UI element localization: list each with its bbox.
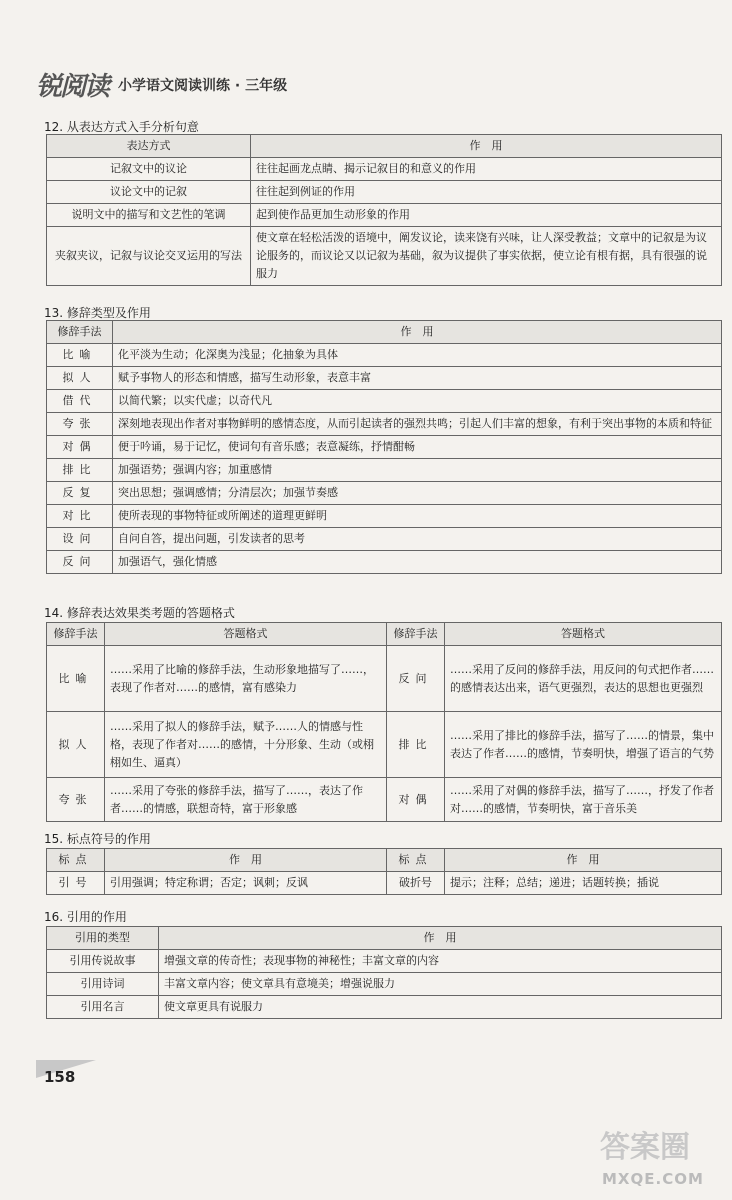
- section-13-title: 13. 修辞类型及作用: [44, 306, 151, 320]
- table-header-row: [47, 135, 722, 158]
- table-header-row: [47, 623, 722, 646]
- figure-cell: 排比: [47, 459, 113, 482]
- effect-cell: 起到使作品更加生动形象的作用: [251, 204, 722, 227]
- table-row: [47, 950, 722, 973]
- effect-cell: 引用强调；特定称谓；否定；讽刺；反讽: [105, 872, 387, 895]
- table-header-row: [47, 927, 722, 950]
- figure-cell: 对比: [47, 505, 113, 528]
- table-row: [47, 778, 722, 822]
- table-row: [47, 712, 722, 778]
- effect-cell: 使所表现的事物特征或所阐述的道理更鲜明: [113, 505, 722, 528]
- section-14-title: 14. 修辞表达效果类考题的答题格式: [44, 606, 235, 620]
- table-row: [47, 528, 722, 551]
- table-row: [47, 367, 722, 390]
- column-header: 表达方式: [47, 135, 251, 158]
- punctuation-table: [46, 848, 722, 895]
- column-header: 修辞手法: [387, 623, 445, 646]
- table-row: [47, 996, 722, 1019]
- column-header: 作 用: [251, 135, 722, 158]
- column-header: 作 用: [105, 849, 387, 872]
- method-cell: 说明文中的描写和文艺性的笔调: [47, 204, 251, 227]
- table-row: [47, 482, 722, 505]
- column-header: 标点: [387, 849, 445, 872]
- method-cell: 夹叙夹议，记叙与议论交叉运用的写法: [47, 227, 251, 286]
- answer-format-table: [46, 622, 722, 822]
- figure-cell: 拟人: [47, 367, 113, 390]
- section-16-title: 16. 引用的作用: [44, 910, 127, 924]
- effect-cell: 提示；注释；总结；递进；话题转换；插说: [445, 872, 722, 895]
- book-logo: 锐阅读: [36, 72, 109, 102]
- figure-cell: 对偶: [47, 436, 113, 459]
- effect-cell: 以简代繁；以实代虚；以奇代凡: [113, 390, 722, 413]
- column-header: 作 用: [113, 321, 722, 344]
- table-header-row: [47, 849, 722, 872]
- figure-cell: 夸张: [47, 778, 105, 822]
- effect-cell: 深刻地表现出作者对事物鲜明的感情态度，从而引起读者的强烈共鸣；引起人们丰富的想象，有利于突出事物的本质和特征: [113, 413, 722, 436]
- book-subtitle: 小学语文阅读训练 · 三年级: [118, 78, 288, 94]
- column-header: 标点: [47, 849, 105, 872]
- effect-cell: 使文章更具有说服力: [159, 996, 722, 1019]
- section-15-title: 15. 标点符号的作用: [44, 832, 151, 846]
- effect-cell: 赋予事物人的形态和情感，描写生动形象，表意丰富: [113, 367, 722, 390]
- column-header: 修辞手法: [47, 623, 105, 646]
- effect-cell: 丰富文章内容；使文章具有意境美；增强说服力: [159, 973, 722, 996]
- figure-cell: 反问: [387, 646, 445, 712]
- figure-cell: 设问: [47, 528, 113, 551]
- column-header: 答题格式: [105, 623, 387, 646]
- effect-cell: 突出思想；强调感情；分清层次；加强节奏感: [113, 482, 722, 505]
- format-cell: ……采用了比喻的修辞手法，生动形象地描写了……，表现了作者对……的感情，富有感染力: [105, 646, 387, 712]
- table-row: [47, 436, 722, 459]
- table-row: [47, 344, 722, 367]
- table-row: [47, 227, 722, 286]
- watermark-url: MXQE.COM: [602, 1170, 704, 1188]
- table-row: [47, 181, 722, 204]
- rhetoric-table: [46, 320, 722, 574]
- table-row: [47, 158, 722, 181]
- format-cell: ……采用了反问的修辞手法，用反问的句式把作者……的感情表达出来，语气更强烈，表达的思想也更强烈: [445, 646, 722, 712]
- table-row: [47, 646, 722, 712]
- effect-cell: 化平淡为生动；化深奥为浅显；化抽象为具体: [113, 344, 722, 367]
- table-row: [47, 505, 722, 528]
- table-header-row: [47, 321, 722, 344]
- type-cell: 引用诗词: [47, 973, 159, 996]
- figure-cell: 比喻: [47, 646, 105, 712]
- watermark-logo: 答案圈: [600, 1130, 690, 1165]
- effect-cell: 增强文章的传奇性；表现事物的神秘性；丰富文章的内容: [159, 950, 722, 973]
- table-row: [47, 413, 722, 436]
- quotation-table: [46, 926, 722, 1019]
- table-row: [47, 204, 722, 227]
- method-cell: 议论文中的记叙: [47, 181, 251, 204]
- page-number: 158: [44, 1068, 76, 1086]
- expression-table: [46, 134, 722, 286]
- table-row: [47, 973, 722, 996]
- type-cell: 引用名言: [47, 996, 159, 1019]
- column-header: 修辞手法: [47, 321, 113, 344]
- effect-cell: 使文章在轻松活泼的语境中，阐发议论，读来饶有兴味，让人深受教益；文章中的记叙是为议论服务的，而议论又以记叙为基础，叙为议提供了事实依据，使立论有根有据，具有很强的说服力: [251, 227, 722, 286]
- figure-cell: 夸张: [47, 413, 113, 436]
- table-row: [47, 551, 722, 574]
- figure-cell: 借代: [47, 390, 113, 413]
- effect-cell: 加强语气，强化情感: [113, 551, 722, 574]
- figure-cell: 比喻: [47, 344, 113, 367]
- mark-cell: 引号: [47, 872, 105, 895]
- format-cell: ……采用了排比的修辞手法，描写了……的情景，集中表达了作者……的感情，节奏明快，增强了语言的气势: [445, 712, 722, 778]
- column-header: 引用的类型: [47, 927, 159, 950]
- column-header: 作 用: [159, 927, 722, 950]
- effect-cell: 往往起画龙点睛、揭示记叙目的和意义的作用: [251, 158, 722, 181]
- format-cell: ……采用了对偶的修辞手法，描写了……，抒发了作者对……的感情，节奏明快，富于音乐美: [445, 778, 722, 822]
- figure-cell: 排比: [387, 712, 445, 778]
- format-cell: ……采用了拟人的修辞手法，赋予……人的情感与性格，表现了作者对……的感情，十分形象、生动（或栩栩如生、逼真）: [105, 712, 387, 778]
- page-header: [36, 66, 436, 106]
- table-row: [47, 872, 722, 895]
- mark-cell: 破折号: [387, 872, 445, 895]
- format-cell: ……采用了夸张的修辞手法，描写了……，表达了作者……的情感，联想奇特，富于形象感: [105, 778, 387, 822]
- effect-cell: 便于吟诵，易于记忆，使词句有音乐感；表意凝练，抒情酣畅: [113, 436, 722, 459]
- column-header: 答题格式: [445, 623, 722, 646]
- type-cell: 引用传说故事: [47, 950, 159, 973]
- effect-cell: 自问自答，提出问题，引发读者的思考: [113, 528, 722, 551]
- table-row: [47, 459, 722, 482]
- figure-cell: 反问: [47, 551, 113, 574]
- effect-cell: 加强语势；强调内容；加重感情: [113, 459, 722, 482]
- section-12-title: 12. 从表达方式入手分析句意: [44, 120, 199, 134]
- method-cell: 记叙文中的议论: [47, 158, 251, 181]
- figure-cell: 反复: [47, 482, 113, 505]
- figure-cell: 拟人: [47, 712, 105, 778]
- effect-cell: 往往起到例证的作用: [251, 181, 722, 204]
- figure-cell: 对偶: [387, 778, 445, 822]
- column-header: 作 用: [445, 849, 722, 872]
- table-row: [47, 390, 722, 413]
